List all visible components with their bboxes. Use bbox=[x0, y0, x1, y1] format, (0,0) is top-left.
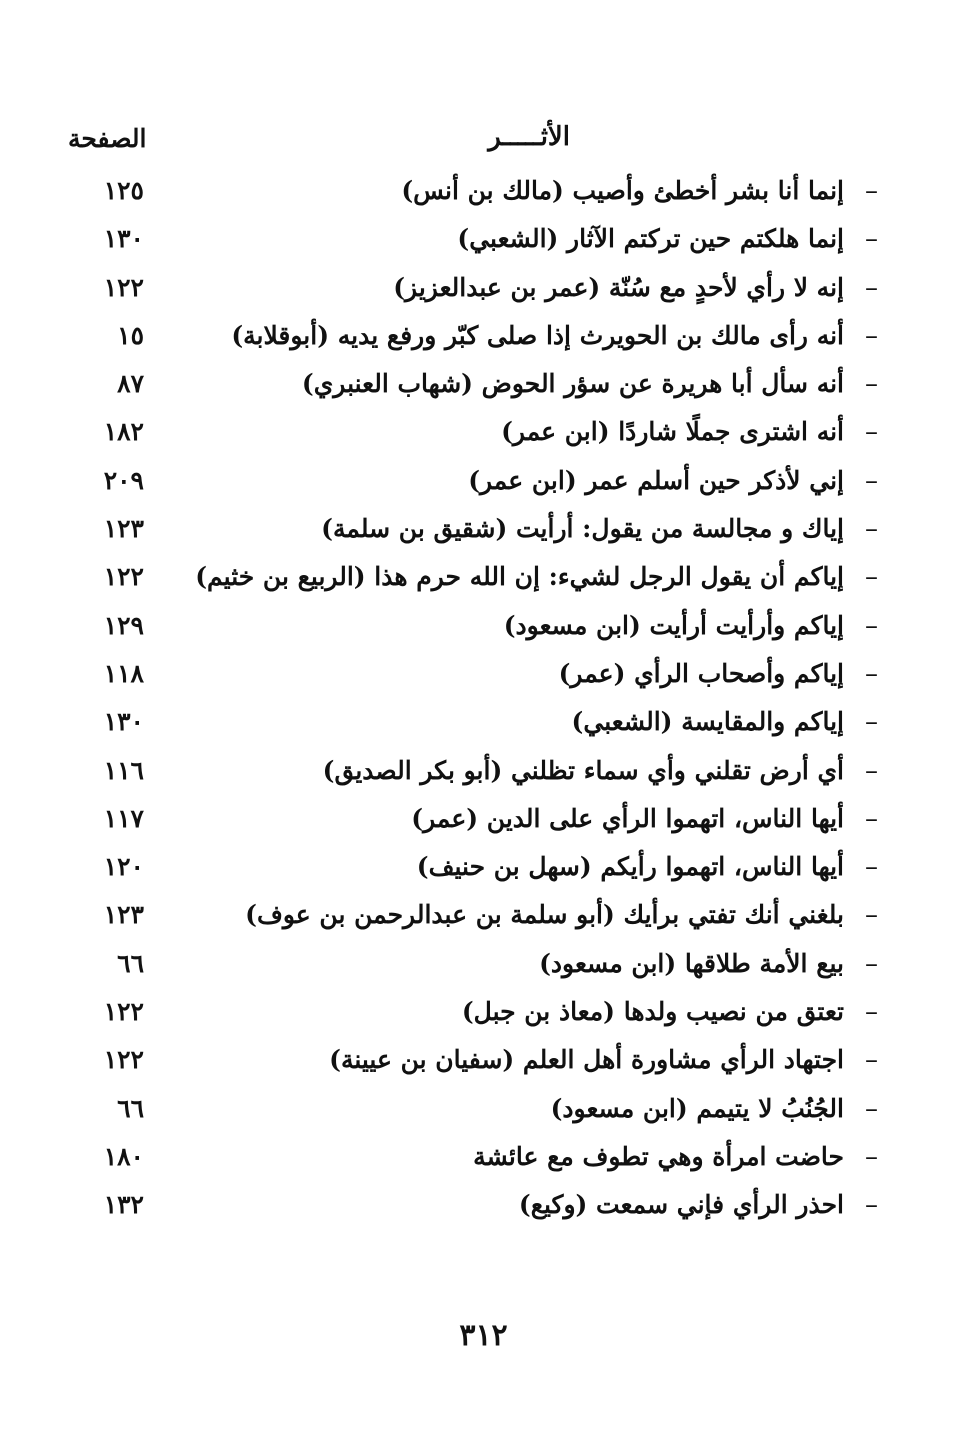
index-entry bbox=[60, 748, 900, 796]
entry-text: احذر الرأي فإني سمعت (وكيع) bbox=[518, 1190, 844, 1220]
page-column-heading: الصفحة bbox=[68, 124, 147, 153]
entry-page-number: ٨٧ bbox=[117, 369, 144, 399]
entry-dash: – bbox=[865, 320, 878, 351]
index-entry bbox=[60, 313, 900, 361]
index-entry bbox=[60, 1086, 900, 1134]
entry-page-number: ١٣٠ bbox=[103, 224, 144, 254]
index-entry bbox=[60, 361, 900, 409]
entry-text: إنما هلكتم حين تركتم الآثار (الشعبي) bbox=[457, 224, 844, 254]
entry-page-number: ٦٦ bbox=[117, 948, 144, 978]
entry-text: حاضت امرأة وهي تطوف مع عائشة bbox=[473, 1141, 844, 1171]
index-entry bbox=[60, 1134, 900, 1182]
index-entry bbox=[60, 265, 900, 313]
entry-dash: – bbox=[865, 852, 878, 883]
index-entry bbox=[60, 409, 900, 457]
entry-dash: – bbox=[865, 465, 878, 496]
index-entry bbox=[60, 603, 900, 651]
athar-index-list bbox=[60, 168, 900, 1231]
entry-dash: – bbox=[865, 417, 878, 448]
entry-text: أنه سأل أبا هريرة عن سؤر الحوض (شهاب العنبري) bbox=[301, 369, 844, 399]
entry-dash: – bbox=[865, 997, 878, 1028]
index-entry bbox=[60, 554, 900, 602]
entry-page-number: ١٢٥ bbox=[103, 176, 144, 205]
index-entry bbox=[60, 941, 900, 989]
entry-page-number: ١١٨ bbox=[103, 658, 144, 688]
entry-page-number: ١٨٢ bbox=[103, 417, 144, 447]
entry-dash: – bbox=[865, 707, 878, 738]
entry-dash: – bbox=[865, 948, 878, 979]
index-entry bbox=[60, 796, 900, 844]
entry-dash: – bbox=[865, 562, 878, 593]
index-entry bbox=[60, 1182, 900, 1230]
entry-dash: – bbox=[865, 803, 878, 834]
index-entry bbox=[60, 506, 900, 554]
entry-page-number: ١١٦ bbox=[103, 755, 144, 785]
entry-text: إياك و مجالسة من يقول: أرأيت (شقيق بن سلمة) bbox=[321, 514, 844, 544]
entry-dash: – bbox=[865, 1190, 878, 1221]
entry-text: إنه لا رأي لأحدٍ مع سُنّة (عمر بن عبدالعزيز) bbox=[393, 272, 844, 302]
index-entry bbox=[60, 989, 900, 1037]
entry-text: تعتق من نصيب ولدها (معاذ بن جبل) bbox=[461, 997, 844, 1027]
index-entry bbox=[60, 168, 900, 216]
entry-page-number: ١٥ bbox=[117, 320, 144, 350]
entry-dash: – bbox=[865, 1045, 878, 1076]
index-entry bbox=[60, 651, 900, 699]
index-entry bbox=[60, 458, 900, 506]
entry-dash: – bbox=[865, 658, 878, 689]
index-entry bbox=[60, 699, 900, 747]
entry-page-number: ٦٦ bbox=[117, 1093, 144, 1123]
entry-text: إني لأذكر حين أسلم عمر (ابن عمر) bbox=[468, 465, 844, 495]
entry-page-number: ١٢٩ bbox=[103, 610, 144, 640]
entry-page-number: ١٢٣ bbox=[103, 900, 144, 930]
entry-text: إياكم والمقايسة (الشعبي) bbox=[571, 707, 844, 737]
entry-dash: – bbox=[865, 224, 878, 255]
index-entry bbox=[60, 892, 900, 940]
entry-dash: – bbox=[865, 176, 878, 206]
entry-text: أي أرض تقلني وأي سماء تظلني (أبو بكر الصديق) bbox=[322, 755, 844, 785]
entry-text: أيها الناس، اتهموا الرأي على الدين (عمر) bbox=[411, 803, 844, 833]
entry-text: أنه اشترى جملًا شاردًا (ابن عمر) bbox=[501, 417, 844, 447]
entry-dash: – bbox=[865, 369, 878, 400]
entry-page-number: ١٣٢ bbox=[103, 1190, 144, 1220]
entry-dash: – bbox=[865, 272, 878, 303]
athar-column-heading: الأثـــــر bbox=[488, 122, 570, 152]
page-number: ٣١٢ bbox=[459, 1318, 508, 1353]
entry-dash: – bbox=[865, 900, 878, 931]
entry-text: اجتهاد الرأي مشاورة أهل العلم (سفيان بن عيينة) bbox=[329, 1045, 844, 1075]
entry-page-number: ١٨٠ bbox=[103, 1141, 144, 1171]
index-header bbox=[60, 122, 900, 166]
index-entry bbox=[60, 1037, 900, 1085]
entry-page-number: ١٢٠ bbox=[103, 852, 144, 882]
entry-dash: – bbox=[865, 755, 878, 786]
entry-text: بلغني أنك تفتي برأيك (أبو سلمة بن عبدالرحمن بن عوف) bbox=[245, 900, 844, 930]
entry-page-number: ١٢٢ bbox=[103, 1045, 144, 1075]
entry-dash: – bbox=[865, 1141, 878, 1172]
entry-text: الجُنُبُ لا يتيمم (ابن مسعود) bbox=[550, 1093, 844, 1123]
entry-page-number: ٢٠٩ bbox=[103, 465, 144, 495]
entry-page-number: ١٢٢ bbox=[103, 997, 144, 1027]
entry-page-number: ١١٧ bbox=[103, 803, 144, 833]
entry-text: أنه رأى مالك بن الحويرث إذا صلى كبّر ورفع يديه (أبوقلابة) bbox=[231, 320, 844, 350]
entry-page-number: ١٢٢ bbox=[103, 272, 144, 302]
entry-page-number: ١٢٢ bbox=[103, 562, 144, 592]
entry-page-number: ١٣٠ bbox=[103, 707, 144, 737]
entry-text: إياكم وأرأيت أرأيت (ابن مسعود) bbox=[503, 610, 844, 640]
index-entry bbox=[60, 844, 900, 892]
index-entry bbox=[60, 216, 900, 264]
entry-text: بيع الأمة طلاقها (ابن مسعود) bbox=[539, 948, 844, 978]
entry-dash: – bbox=[865, 610, 878, 641]
entry-text: أيها الناس، اتهموا رأيكم (سهل بن حنيف) bbox=[416, 852, 844, 882]
entry-text: إنما أنا بشر أخطئ وأصيب (مالك بن أنس) bbox=[401, 176, 844, 205]
entry-page-number: ١٢٣ bbox=[103, 514, 144, 544]
entry-dash: – bbox=[865, 514, 878, 545]
entry-dash: – bbox=[865, 1093, 878, 1124]
entry-text: إياكم وأصحاب الرأي (عمر) bbox=[558, 658, 844, 688]
entry-text: إياكم أن يقول الرجل لشيء: إن الله حرم هذا (الربيع بن خثيم) bbox=[195, 562, 844, 592]
